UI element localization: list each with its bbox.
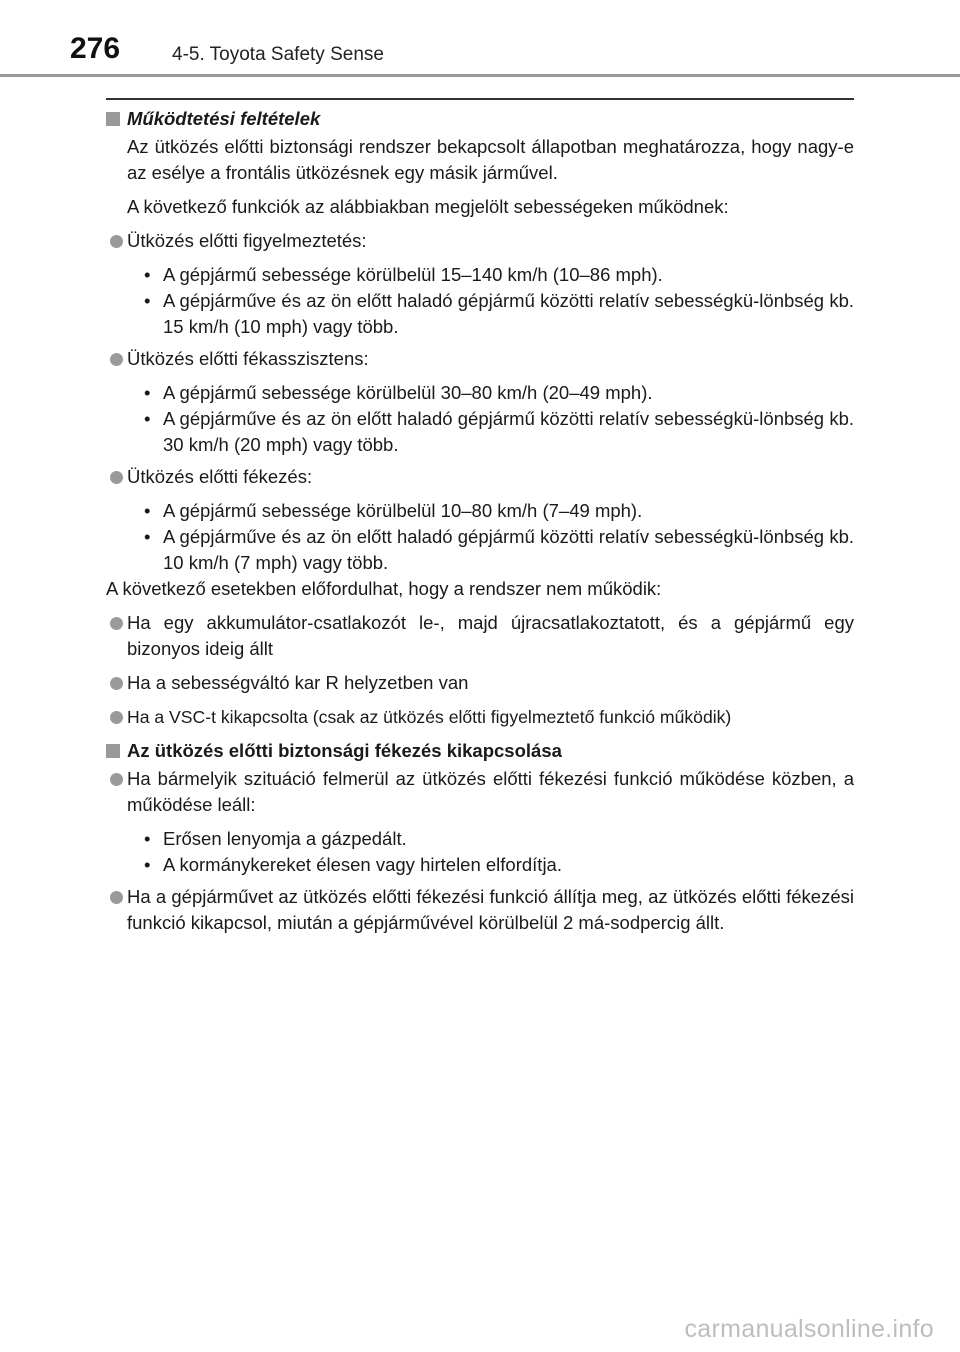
bullet-mark: • [144,264,151,285]
list-item [106,380,854,406]
not-working-item [106,610,854,662]
content-divider [106,98,854,100]
speeds-intro-paragraph: A következő funkciók az alábbiakban megjelölt sebességeken működnek: [127,196,729,217]
list-item [106,262,854,288]
page-number: 276 [70,32,121,65]
section-heading-text: Működtetési feltételek [127,108,321,129]
not-working-item [106,704,854,730]
section-heading-text: Az ütközés előtti biztonsági fékezés kikapcsolása [127,740,562,761]
circle-bullet-icon [110,617,123,630]
bullet-mark: • [144,526,151,547]
not-working-text: Ha a sebességváltó kar R helyzetben van [127,672,469,693]
list-item-text: A kormánykereket élesen vagy hirtelen elfordítja. [163,854,562,875]
list-item [106,406,854,458]
disable-item [106,766,854,818]
list-item-text: A gépjárműve és az ön előtt haladó gépjármű közötti relatív sebességkü-lönbség kb. 30 km/h (20 mph) vagy több. [163,408,854,455]
section-title: 4-5. Toyota Safety Sense [172,44,384,65]
square-bullet-icon [106,744,120,758]
list-item-text: A gépjárműve és az ön előtt haladó gépjármű közötti relatív sebességkü-lönbség kb. 15 km/h (10 mph) vagy több. [163,290,854,337]
circle-bullet-icon [110,353,123,366]
function-bullets-brake-assist [106,380,854,458]
function-bullets-warning [106,262,854,340]
bullet-mark: • [144,408,151,429]
not-working-text: Ha egy akkumulátor-csatlakozót le-, majd újracsatlakoztatott, és a gépjármű egy bizonyos ideig állt [127,612,854,659]
disable-item [106,884,854,936]
bullet-mark: • [144,500,151,521]
list-item [106,288,854,340]
function-label: Ütközés előtti figyelmeztetés: [127,230,367,251]
function-item-warning [106,228,854,254]
circle-bullet-icon [110,891,123,904]
page-header [0,0,960,78]
bullet-mark: • [144,854,151,875]
function-item-brake-assist [106,346,854,372]
not-working-item [106,670,854,696]
not-working-text: Ha a VSC-t kikapcsolta (csak az ütközés előtti figyelmeztető funkció működik) [127,707,732,727]
list-item-text: A gépjárműve és az ön előtt haladó gépjármű közötti relatív sebességkü-lönbség kb. 10 km/h (7 mph) vagy több. [163,526,854,573]
header-divider [0,74,960,77]
circle-bullet-icon [110,677,123,690]
page-content [106,106,854,944]
list-item-text: A gépjármű sebessége körülbelül 30–80 km/h (20–49 mph). [163,382,653,403]
bullet-mark: • [144,828,151,849]
list-item [106,524,854,576]
disable-item-text: Ha a gépjárművet az ütközés előtti fékezési funkció állítja meg, az ütközés előtti fékezési funkció kikapcsol, miután a gépjárművével körülbelül 2 má-sodpercig állt. [127,886,854,933]
section-heading-operating-conditions [106,106,854,132]
list-item-text: A gépjármű sebessége körülbelül 10–80 km/h (7–49 mph). [163,500,643,521]
function-item-braking [106,464,854,490]
function-label: Ütközés előtti fékezés: [127,466,313,487]
function-bullets-braking [106,498,854,576]
circle-bullet-icon [110,235,123,248]
function-label: Ütközés előtti fékasszisztens: [127,348,369,369]
circle-bullet-icon [110,773,123,786]
circle-bullet-icon [110,471,123,484]
square-bullet-icon [106,112,120,126]
list-item [106,852,854,878]
disable-item-text: Ha bármelyik szituáció felmerül az ütközés előtti fékezési funkció működése közben, a működése leáll: [127,768,854,815]
list-item-text: A gépjármű sebessége körülbelül 15–140 km/h (10–86 mph). [163,264,663,285]
watermark: carmanualsonline.info [684,1315,934,1343]
list-item-text: Erősen lenyomja a gázpedált. [163,828,407,849]
intro-paragraph: Az ütközés előtti biztonsági rendszer bekapcsolt állapotban meghatározza, hogy nagy-e az esélye a frontális ütközésnek egy másik járművel. [127,136,854,183]
section-heading-disable-braking [106,738,854,764]
bullet-mark: • [144,290,151,311]
bullet-mark: • [144,382,151,403]
list-item [106,826,854,852]
not-working-intro: A következő esetekben előfordulhat, hogy a rendszer nem működik: [106,578,662,599]
circle-bullet-icon [110,711,123,724]
disable-bullets [106,826,854,878]
list-item [106,498,854,524]
